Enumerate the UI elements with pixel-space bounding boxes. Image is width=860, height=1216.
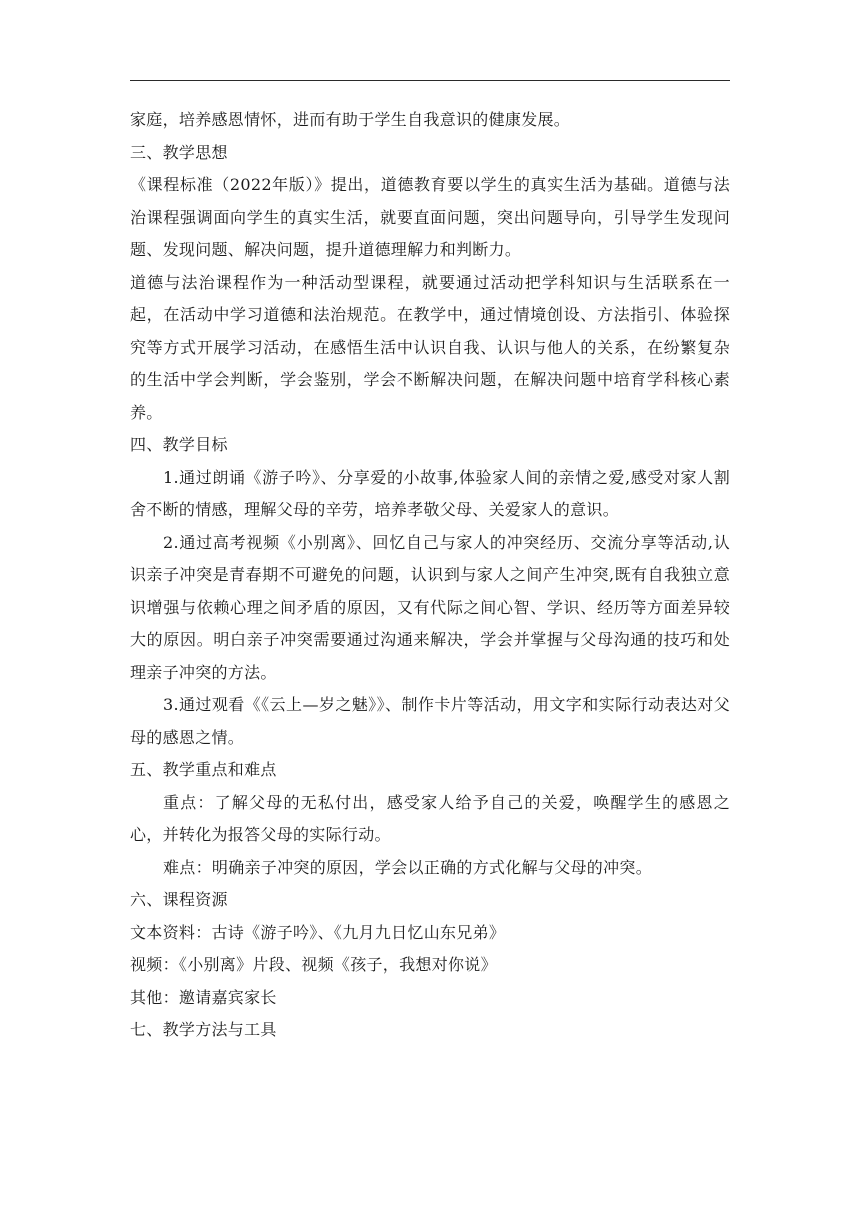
- difficulty-text: 难点：明确亲子冲突的原因，学会以正确的方式化解与父母的冲突。: [163, 857, 653, 877]
- section-heading-key-points: 五、教学重点和难点: [130, 760, 277, 779]
- header-rule: [130, 80, 730, 81]
- goal-item-2: 2.通过高考视频《小别离》、回忆自己与家人的冲突经历、交流分享等活动,认识亲子冲突是青春期不可避免的问题，认识到与家人之间产生冲突,既有自我独立意识增强与依赖心理之间矛盾的原因，又有代际之间心智、学识、经历等方面差异较大的原因。明白亲子冲突需要通过沟通来解决，学会并掌握与父母沟通的技巧和处理亲子冲突的方法。: [130, 532, 730, 682]
- resource-others: 其他：邀请嘉宾家长: [130, 987, 277, 1007]
- philosophy-paragraph-2: 道德与法治课程作为一种活动型课程，就要通过活动把学科知识与生活联系在一起，在活动中学习道德和法治规范。在教学中，通过情境创设、方法指引、体验探究等方式开展学习活动，在感悟生活中认识自我、认识与他人的关系，在纷繁复杂的生活中学会判断，学会鉴别，学会不断解决问题，在解决问题中培育学科核心素养。: [130, 272, 730, 422]
- resource-texts: 文本资料：古诗《游子吟》、《九月九日忆山东兄弟》: [130, 922, 506, 942]
- document-body: [130, 104, 730, 1047]
- goal-item-3: 3.通过观看《《云上—岁之魅》》、制作卡片等活动，用文字和实际行动表达对父母的感恩之情。: [130, 695, 730, 747]
- continuation-text: 家庭，培养感恩情怀，进而有助于学生自我意识的健康发展。: [130, 110, 571, 129]
- section-heading-teaching-goals: 四、教学目标: [130, 435, 228, 454]
- section-heading-resources: 六、课程资源: [130, 890, 228, 909]
- goal-item-1: 1.通过朗诵《游子吟》、分享爱的小故事,体验家人间的亲情之爱,感受对家人割舍不断的情感，理解父母的辛劳，培养孝敬父母、关爱家人的意识。: [130, 467, 730, 519]
- section-heading-methods-tools: 七、教学方法与工具: [130, 1020, 277, 1039]
- resource-videos: 视频：《小别离》片段、视频《孩子，我想对你说》: [130, 955, 497, 974]
- philosophy-paragraph-1: 《课程标准（2022年版）》提出，道德教育要以学生的真实生活为基础。道德与法治课程强调面向学生的真实生活，就要直面问题，突出问题导向，引导学生发现问题、发现问题、解决问题，提升道德理解力和判断力。: [130, 175, 730, 259]
- key-point-text: 重点：了解父母的无私付出，感受家人给予自己的关爱，唤醒学生的感恩之心，并转化为报答父母的实际行动。: [130, 792, 730, 844]
- section-heading-teaching-philosophy: 三、教学思想: [130, 142, 228, 162]
